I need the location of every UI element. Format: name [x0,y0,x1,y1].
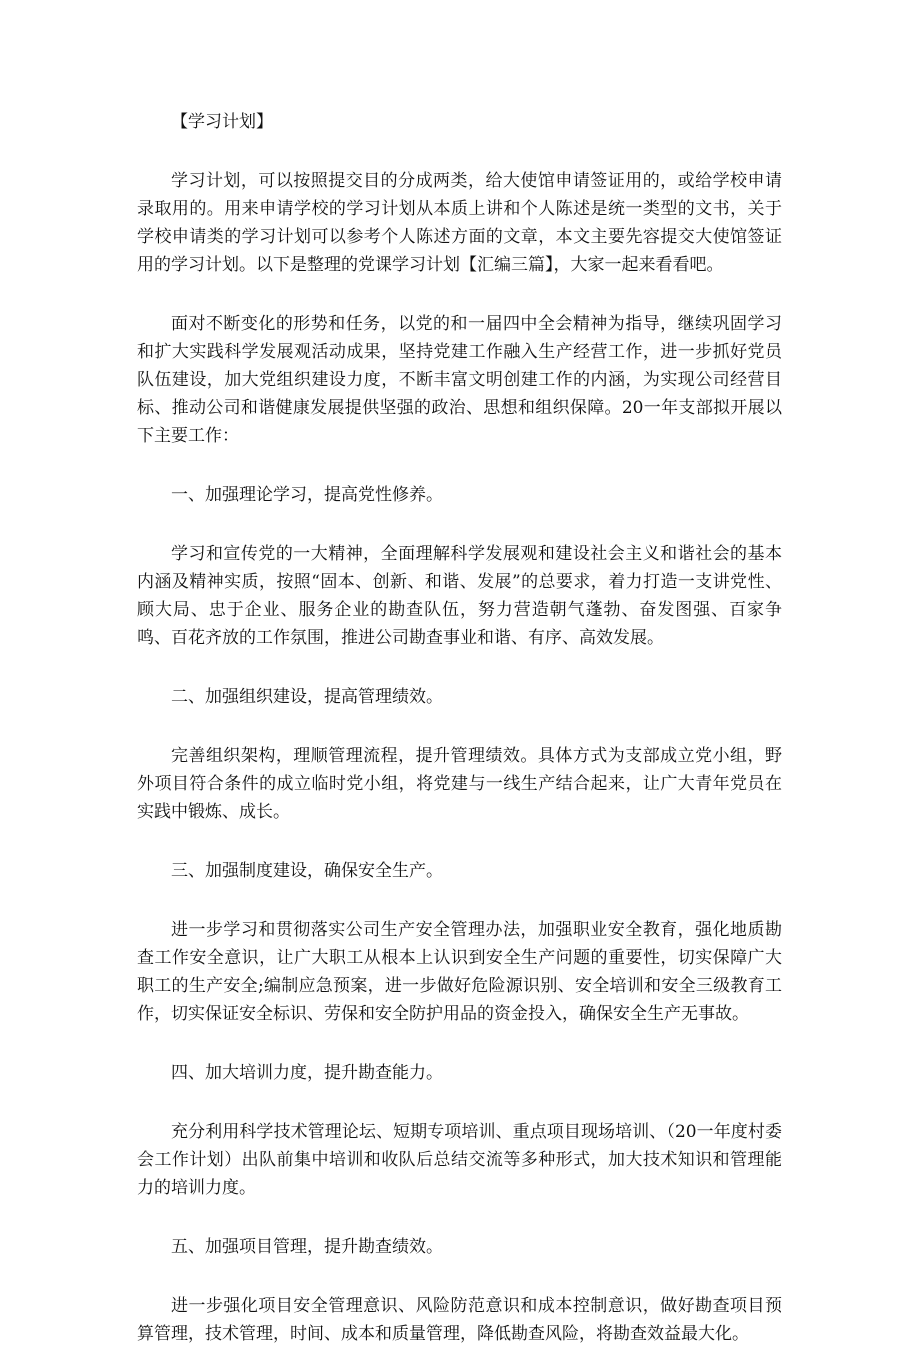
section-heading-2: 二、加强组织建设，提高管理绩效。 [171,687,443,707]
section-heading-4: 四、加大培训力度，提升勘查能力。 [171,1063,443,1083]
section-heading-5: 五、加强项目管理，提升勘查绩效。 [171,1237,443,1257]
section-body-1: 学习和宣传党的一大精神，全面理解科学发展观和建设社会主义和谐社会的基本内涵及精神实质，按照“固本、创新、和谐、发展”的总要求，着力打造一支讲党性、顾大局、忠于企业、服务企业的勘查队伍，努力营造朝气蓬勃、奋发图强、百家争鸣、百花齐放的工作氛围，推进公司勘查事业和谐、有序、高效发展。 [137,544,782,648]
section-heading-3: 三、加强制度建设，确保安全生产。 [171,861,443,881]
document-title: 【学习计划】 [171,112,273,132]
section-body-2: 完善组织架构，理顺管理流程，提升管理绩效。具体方式为支部成立党小组，野外项目符合条件的成立临时党小组，将党建与一线生产结合起来，让广大青年党员在实践中锻炼、成长。 [137,746,782,822]
intro-paragraph: 学习计划，可以按照提交目的分成两类，给大使馆申请签证用的，或给学校申请录取用的。用来申请学校的学习计划从本质上讲和个人陈述是统一类型的文书，关于学校申请类的学习计划可以参考个人陈述方面的文章，本文主要先容提交大使馆签证用的学习计划。以下是整理的党课学习计划【汇编三篇】，大家一起来看看吧。 [137,171,782,275]
overview-paragraph: 面对不断变化的形势和任务，以党的和一届四中全会精神为指导，继续巩固学习和扩大实践科学发展观活动成果，坚持党建工作融入生产经营工作，进一步抓好党员队伍建设，加大党组织建设力度，不断丰富文明创建工作的内涵，为实现公司经营目标、推动公司和谐健康发展提供坚强的政治、思想和组织保障。20一年支部拟开展以下主要工作： [137,314,782,446]
section-body-3: 进一步学习和贯彻落实公司生产安全管理办法，加强职业安全教育，强化地质勘查工作安全意识，让广大职工从根本上认识到安全生产问题的重要性，切实保障广大职工的生产安全;编制应急预案，进一步做好危险源识别、安全培训和安全三级教育工作，切实保证安全标识、劳保和安全防护用品的资金投入，确保安全生产无事故。 [137,920,782,1024]
section-heading-1: 一、加强理论学习，提高党性修养。 [171,485,443,505]
section-body-5: 进一步强化项目安全管理意识、风险防范意识和成本控制意识，做好勘查项目预算管理，技术管理，时间、成本和质量管理，降低勘查风险，将勘查效益最大化。 [137,1296,782,1344]
section-body-4: 充分利用科学技术管理论坛、短期专项培训、重点项目现场培训、（20一年度村委会工作计划）出队前集中培训和收队后总结交流等多种形式，加大技术知识和管理能力的培训力度。 [137,1122,782,1198]
document-body [137,108,782,1348]
